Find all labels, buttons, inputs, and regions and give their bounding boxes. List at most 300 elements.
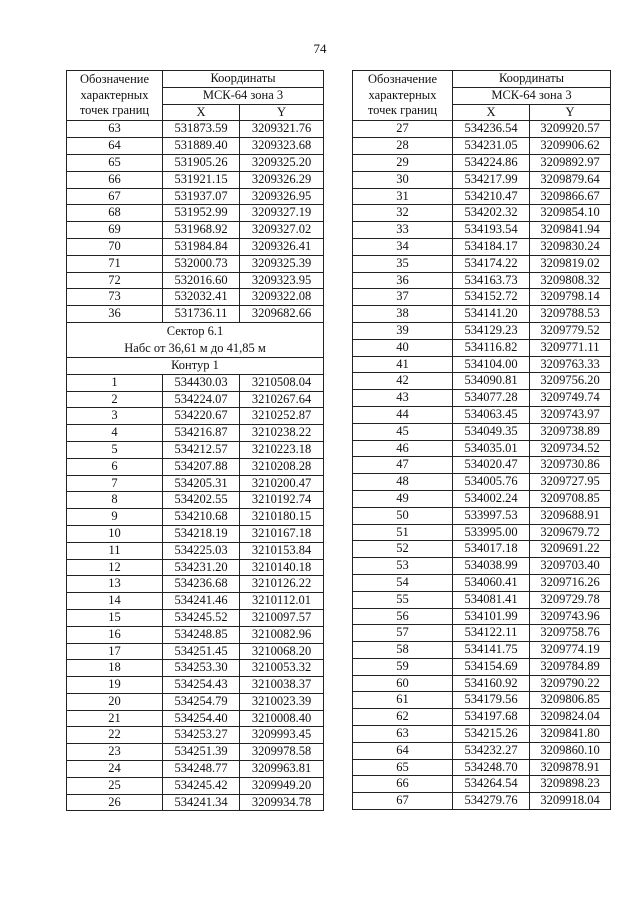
y-coordinate-cell: 3209727.95: [530, 474, 611, 491]
table-row: [67, 593, 324, 610]
point-number-cell: 43: [353, 390, 453, 407]
table-row: [67, 626, 324, 643]
point-number-cell: 67: [353, 793, 453, 810]
y-coordinate-cell: 3209920.57: [530, 121, 611, 138]
table-row: [67, 609, 324, 626]
x-coordinate-cell: 534035.01: [453, 440, 530, 457]
point-number-cell: 63: [353, 726, 453, 743]
x-coordinate-cell: 534197.68: [453, 709, 530, 726]
x-coordinate-cell: 534049.35: [453, 423, 530, 440]
x-coordinate-cell: 532000.73: [163, 255, 240, 272]
table-row: [67, 306, 324, 323]
point-number-cell: 12: [67, 559, 163, 576]
point-number-cell: 20: [67, 693, 163, 710]
x-coordinate-cell: 531984.84: [163, 238, 240, 255]
table-row: [67, 408, 324, 425]
y-coordinate-cell: 3209788.53: [530, 306, 611, 323]
table-row: [67, 205, 324, 222]
y-coordinate-cell: 3209756.20: [530, 373, 611, 390]
y-coordinate-cell: 3209743.96: [530, 608, 611, 625]
x-coordinate-cell: 534101.99: [453, 608, 530, 625]
x-coordinate-cell: 534104.00: [453, 356, 530, 373]
x-coordinate-cell: 534220.67: [163, 408, 240, 425]
point-number-cell: 4: [67, 425, 163, 442]
y-coordinate-cell: 3210097.57: [240, 609, 324, 626]
x-coordinate-cell: 534225.03: [163, 542, 240, 559]
table-row: [353, 188, 611, 205]
x-coordinate-cell: 534253.27: [163, 727, 240, 744]
table-row: [353, 322, 611, 339]
y-coordinate-cell: 3209841.80: [530, 726, 611, 743]
x-coordinate-cell: 534236.68: [163, 576, 240, 593]
y-coordinate-cell: 3209949.20: [240, 777, 324, 794]
y-coordinate-cell: 3209729.78: [530, 591, 611, 608]
y-coordinate-cell: 3209808.32: [530, 272, 611, 289]
table-row: [353, 356, 611, 373]
y-coordinate-cell: 3209866.67: [530, 188, 611, 205]
y-coordinate-cell: 3209321.76: [240, 121, 324, 138]
table-row: [353, 625, 611, 642]
y-coordinate-cell: 3210023.39: [240, 693, 324, 710]
point-number-cell: 9: [67, 509, 163, 526]
point-number-cell: 48: [353, 474, 453, 491]
point-number-cell: 65: [353, 759, 453, 776]
point-number-cell: 17: [67, 643, 163, 660]
x-coordinate-cell: 534241.46: [163, 593, 240, 610]
table-row: [67, 391, 324, 408]
x-coordinate-cell: 534205.31: [163, 475, 240, 492]
table-row: [67, 154, 324, 171]
x-coordinate-cell: 534231.20: [163, 559, 240, 576]
table-row: [353, 675, 611, 692]
x-coordinate-cell: 534217.99: [453, 171, 530, 188]
table-row: [353, 793, 611, 810]
table-row: [353, 238, 611, 255]
y-coordinate-cell: 3209906.62: [530, 138, 611, 155]
y-coordinate-cell: 3210192.74: [240, 492, 324, 509]
table-row: [353, 339, 611, 356]
y-coordinate-cell: 3209325.20: [240, 154, 324, 171]
table-row: [353, 289, 611, 306]
coords-system-header: МСК-64 зона 3: [453, 87, 611, 104]
table-row: [353, 558, 611, 575]
point-number-cell: 36: [67, 306, 163, 323]
y-coordinate-cell: 3210208.28: [240, 458, 324, 475]
point-number-cell: 40: [353, 339, 453, 356]
y-coordinate-cell: 3210140.18: [240, 559, 324, 576]
table-row: [67, 272, 324, 289]
point-number-cell: 36: [353, 272, 453, 289]
point-number-cell: 37: [353, 289, 453, 306]
coordinates-table-left: [66, 70, 324, 811]
y-coordinate-cell: 3209682.66: [240, 306, 324, 323]
point-number-cell: 19: [67, 677, 163, 694]
point-number-cell: 50: [353, 507, 453, 524]
x-coordinate-cell: 534215.26: [453, 726, 530, 743]
table-row: [353, 138, 611, 155]
x-coordinate-cell: 534245.52: [163, 609, 240, 626]
point-number-cell: 28: [353, 138, 453, 155]
coords-header: Координаты: [163, 71, 324, 88]
y-coordinate-cell: 3210053.32: [240, 660, 324, 677]
point-number-cell: 60: [353, 675, 453, 692]
x-coordinate-cell: 534251.45: [163, 643, 240, 660]
point-number-cell: 29: [353, 154, 453, 171]
table-row: [353, 541, 611, 558]
table-row: [353, 272, 611, 289]
point-number-cell: 16: [67, 626, 163, 643]
table-row: [67, 777, 324, 794]
x-coordinate-cell: 534241.34: [163, 794, 240, 811]
point-number-cell: 68: [67, 205, 163, 222]
x-coordinate-cell: 532016.60: [163, 272, 240, 289]
x-coordinate-cell: 534077.28: [453, 390, 530, 407]
x-coordinate-cell: 534218.19: [163, 525, 240, 542]
x-header: X: [453, 104, 530, 121]
table-row: [353, 642, 611, 659]
y-coordinate-cell: 3209708.85: [530, 490, 611, 507]
table-row: [353, 709, 611, 726]
y-coordinate-cell: 3210112.01: [240, 593, 324, 610]
table-row: [353, 658, 611, 675]
point-number-cell: 35: [353, 255, 453, 272]
table-header: [353, 71, 611, 121]
y-coordinate-cell: 3209691.22: [530, 541, 611, 558]
y-coordinate-cell: 3209734.52: [530, 440, 611, 457]
point-number-cell: 34: [353, 238, 453, 255]
point-number-cell: 7: [67, 475, 163, 492]
x-coordinate-cell: 534224.86: [453, 154, 530, 171]
x-coordinate-cell: 531873.59: [163, 121, 240, 138]
coords-header: Координаты: [453, 71, 611, 88]
contour-title: Контур 1: [67, 357, 324, 374]
x-coordinate-cell: 534245.42: [163, 777, 240, 794]
point-number-cell: 49: [353, 490, 453, 507]
y-coordinate-cell: 3209763.33: [530, 356, 611, 373]
point-number-cell: 63: [67, 121, 163, 138]
table-row: [67, 425, 324, 442]
table-row: [353, 608, 611, 625]
point-number-cell: 3: [67, 408, 163, 425]
point-number-cell: 31: [353, 188, 453, 205]
point-number-cell: 14: [67, 593, 163, 610]
table-row: [67, 171, 324, 188]
point-number-cell: 66: [67, 171, 163, 188]
point-number-cell: 53: [353, 558, 453, 575]
y-coordinate-cell: 3210180.15: [240, 509, 324, 526]
x-coordinate-cell: 534154.69: [453, 658, 530, 675]
x-coordinate-cell: 533997.53: [453, 507, 530, 524]
x-coordinate-cell: 534224.07: [163, 391, 240, 408]
y-coordinate-cell: 3210126.22: [240, 576, 324, 593]
y-coordinate-cell: 3210223.18: [240, 441, 324, 458]
point-number-cell: 69: [67, 222, 163, 239]
y-header: Y: [530, 104, 611, 121]
sector-block: [67, 322, 324, 374]
point-number-cell: 13: [67, 576, 163, 593]
point-number-cell: 26: [67, 794, 163, 811]
table-row: [353, 423, 611, 440]
x-coordinate-cell: 534002.24: [453, 490, 530, 507]
y-coordinate-cell: 3209703.40: [530, 558, 611, 575]
table-row: [353, 490, 611, 507]
y-coordinate-cell: 3209892.97: [530, 154, 611, 171]
point-number-cell: 58: [353, 642, 453, 659]
y-coordinate-cell: 3210068.20: [240, 643, 324, 660]
point-number-cell: 70: [67, 238, 163, 255]
point-number-cell: 62: [353, 709, 453, 726]
point-number-cell: 51: [353, 524, 453, 541]
x-coordinate-cell: 531937.07: [163, 188, 240, 205]
point-number-cell: 56: [353, 608, 453, 625]
x-coordinate-cell: 534179.56: [453, 692, 530, 709]
table-row: [67, 222, 324, 239]
x-coordinate-cell: 534202.55: [163, 492, 240, 509]
table-row: [353, 440, 611, 457]
y-coordinate-cell: 3209806.85: [530, 692, 611, 709]
table-row: [67, 677, 324, 694]
y-coordinate-cell: 3209749.74: [530, 390, 611, 407]
point-number-cell: 27: [353, 121, 453, 138]
point-number-cell: 52: [353, 541, 453, 558]
point-number-cell: 47: [353, 457, 453, 474]
x-coordinate-cell: 534202.32: [453, 205, 530, 222]
point-number-cell: 1: [67, 374, 163, 391]
y-coordinate-cell: 3209327.19: [240, 205, 324, 222]
x-coordinate-cell: 534279.76: [453, 793, 530, 810]
point-number-cell: 41: [353, 356, 453, 373]
y-coordinate-cell: 3209327.02: [240, 222, 324, 239]
table-row: [67, 727, 324, 744]
table-row: [353, 474, 611, 491]
y-coordinate-cell: 3209326.29: [240, 171, 324, 188]
table-row: [67, 761, 324, 778]
y-coordinate-cell: 3209784.89: [530, 658, 611, 675]
x-coordinate-cell: 534160.92: [453, 675, 530, 692]
x-coordinate-cell: 534163.73: [453, 272, 530, 289]
y-coordinate-cell: 3210167.18: [240, 525, 324, 542]
x-coordinate-cell: 534231.05: [453, 138, 530, 155]
table-row: [67, 710, 324, 727]
table-row: [353, 406, 611, 423]
page-number: 74: [313, 41, 327, 56]
table-row: [67, 289, 324, 306]
table-row: [67, 475, 324, 492]
coords-system-header: МСК-64 зона 3: [163, 87, 324, 104]
table-row: [67, 542, 324, 559]
point-number-cell: 61: [353, 692, 453, 709]
point-number-cell: 11: [67, 542, 163, 559]
table-row: [353, 121, 611, 138]
x-coordinate-cell: 531968.92: [163, 222, 240, 239]
y-coordinate-cell: 3209860.10: [530, 742, 611, 759]
y-coordinate-cell: 3209730.86: [530, 457, 611, 474]
x-coordinate-cell: 534184.17: [453, 238, 530, 255]
point-number-cell: 15: [67, 609, 163, 626]
x-coordinate-cell: 534005.76: [453, 474, 530, 491]
table-row: [67, 794, 324, 811]
point-number-cell: 21: [67, 710, 163, 727]
x-coordinate-cell: 534193.54: [453, 222, 530, 239]
table-row: [67, 238, 324, 255]
point-number-cell: 30: [353, 171, 453, 188]
x-coordinate-cell: 534207.88: [163, 458, 240, 475]
y-coordinate-cell: 3210082.96: [240, 626, 324, 643]
table-row: [67, 138, 324, 155]
y-coordinate-cell: 3209841.94: [530, 222, 611, 239]
table-header: [67, 71, 324, 121]
point-number-cell: 55: [353, 591, 453, 608]
x-coordinate-cell: 534081.41: [453, 591, 530, 608]
point-number-cell: 46: [353, 440, 453, 457]
x-coordinate-cell: 534174.22: [453, 255, 530, 272]
y-coordinate-cell: 3210252.87: [240, 408, 324, 425]
y-coordinate-cell: 3209688.91: [530, 507, 611, 524]
y-coordinate-cell: 3209322.08: [240, 289, 324, 306]
x-coordinate-cell: 534210.68: [163, 509, 240, 526]
point-number-cell: 71: [67, 255, 163, 272]
y-coordinate-cell: 3209790.22: [530, 675, 611, 692]
x-coordinate-cell: 534017.18: [453, 541, 530, 558]
table-row: [67, 492, 324, 509]
x-coordinate-cell: 534060.41: [453, 574, 530, 591]
x-coordinate-cell: 531921.15: [163, 171, 240, 188]
y-coordinate-cell: 3209779.52: [530, 322, 611, 339]
y-coordinate-cell: 3209758.76: [530, 625, 611, 642]
x-coordinate-cell: 532032.41: [163, 289, 240, 306]
table-row: [67, 693, 324, 710]
table-row: [353, 524, 611, 541]
point-number-cell: 72: [67, 272, 163, 289]
point-number-cell: 73: [67, 289, 163, 306]
point-number-cell: 64: [67, 138, 163, 155]
y-coordinate-cell: 3209934.78: [240, 794, 324, 811]
table-row: [67, 441, 324, 458]
x-coordinate-cell: 531905.26: [163, 154, 240, 171]
y-coordinate-cell: 3210267.64: [240, 391, 324, 408]
y-coordinate-cell: 3210153.84: [240, 542, 324, 559]
y-coordinate-cell: 3209918.04: [530, 793, 611, 810]
x-coordinate-cell: 534253.30: [163, 660, 240, 677]
point-label-header: Обозначение характерных точек границ: [353, 71, 453, 121]
y-header: Y: [240, 104, 324, 121]
point-number-cell: 22: [67, 727, 163, 744]
y-coordinate-cell: 3209323.68: [240, 138, 324, 155]
table-row: [67, 188, 324, 205]
y-coordinate-cell: 3209798.14: [530, 289, 611, 306]
table-body-bottom: [67, 374, 324, 811]
y-coordinate-cell: 3209898.23: [530, 776, 611, 793]
y-coordinate-cell: 3209963.81: [240, 761, 324, 778]
x-coordinate-cell: 534216.87: [163, 425, 240, 442]
y-coordinate-cell: 3209738.89: [530, 423, 611, 440]
x-coordinate-cell: 534264.54: [453, 776, 530, 793]
y-coordinate-cell: 3209326.95: [240, 188, 324, 205]
point-number-cell: 65: [67, 154, 163, 171]
point-number-cell: 59: [353, 658, 453, 675]
point-number-cell: 39: [353, 322, 453, 339]
point-number-cell: 18: [67, 660, 163, 677]
x-coordinate-cell: 534141.75: [453, 642, 530, 659]
table-row: [67, 525, 324, 542]
point-label-header: Обозначение характерных точек границ: [67, 71, 163, 121]
y-coordinate-cell: 3209774.19: [530, 642, 611, 659]
x-coordinate-cell: 534038.99: [453, 558, 530, 575]
point-number-cell: 25: [67, 777, 163, 794]
x-coordinate-cell: 534212.57: [163, 441, 240, 458]
table-row: [353, 742, 611, 759]
y-coordinate-cell: 3209993.45: [240, 727, 324, 744]
point-number-cell: 67: [67, 188, 163, 205]
x-coordinate-cell: 534020.47: [453, 457, 530, 474]
table-row: [67, 458, 324, 475]
table-row: [67, 643, 324, 660]
y-coordinate-cell: 3209879.64: [530, 171, 611, 188]
table-row: [67, 255, 324, 272]
table-row: [353, 574, 611, 591]
x-coordinate-cell: 531736.11: [163, 306, 240, 323]
y-coordinate-cell: 3209323.95: [240, 272, 324, 289]
point-number-cell: 6: [67, 458, 163, 475]
x-coordinate-cell: 533995.00: [453, 524, 530, 541]
table-row: [67, 509, 324, 526]
y-coordinate-cell: 3209878.91: [530, 759, 611, 776]
table-row: [353, 154, 611, 171]
coordinates-table-right: [352, 70, 611, 810]
y-coordinate-cell: 3209978.58: [240, 744, 324, 761]
table-row: [353, 390, 611, 407]
table-row: [67, 374, 324, 391]
x-coordinate-cell: 534122.11: [453, 625, 530, 642]
y-coordinate-cell: 3210008.40: [240, 710, 324, 727]
table-row: [67, 559, 324, 576]
x-coordinate-cell: 534116.82: [453, 339, 530, 356]
point-number-cell: 2: [67, 391, 163, 408]
point-number-cell: 33: [353, 222, 453, 239]
table-body: [353, 121, 611, 810]
y-coordinate-cell: 3209824.04: [530, 709, 611, 726]
x-coordinate-cell: 534254.79: [163, 693, 240, 710]
y-coordinate-cell: 3209326.41: [240, 238, 324, 255]
table-row: [353, 171, 611, 188]
table-row: [67, 744, 324, 761]
x-coordinate-cell: 534090.81: [453, 373, 530, 390]
x-coordinate-cell: 534254.40: [163, 710, 240, 727]
table-row: [353, 507, 611, 524]
x-coordinate-cell: 534248.77: [163, 761, 240, 778]
point-number-cell: 57: [353, 625, 453, 642]
point-number-cell: 42: [353, 373, 453, 390]
point-number-cell: 32: [353, 205, 453, 222]
sector-title: Сектор 6.1 Набс от 36,61 м до 41,85 м: [67, 322, 324, 357]
table-body-top: [67, 121, 324, 323]
point-number-cell: 23: [67, 744, 163, 761]
y-coordinate-cell: 3209830.24: [530, 238, 611, 255]
table-row: [353, 306, 611, 323]
x-coordinate-cell: 531889.40: [163, 138, 240, 155]
table-row: [353, 759, 611, 776]
table-row: [353, 591, 611, 608]
point-number-cell: 64: [353, 742, 453, 759]
y-coordinate-cell: 3209716.26: [530, 574, 611, 591]
x-coordinate-cell: 534248.70: [453, 759, 530, 776]
y-coordinate-cell: 3209679.72: [530, 524, 611, 541]
y-coordinate-cell: 3209771.11: [530, 339, 611, 356]
x-coordinate-cell: 534141.20: [453, 306, 530, 323]
y-coordinate-cell: 3209743.97: [530, 406, 611, 423]
y-coordinate-cell: 3210200.47: [240, 475, 324, 492]
table-row: [67, 660, 324, 677]
